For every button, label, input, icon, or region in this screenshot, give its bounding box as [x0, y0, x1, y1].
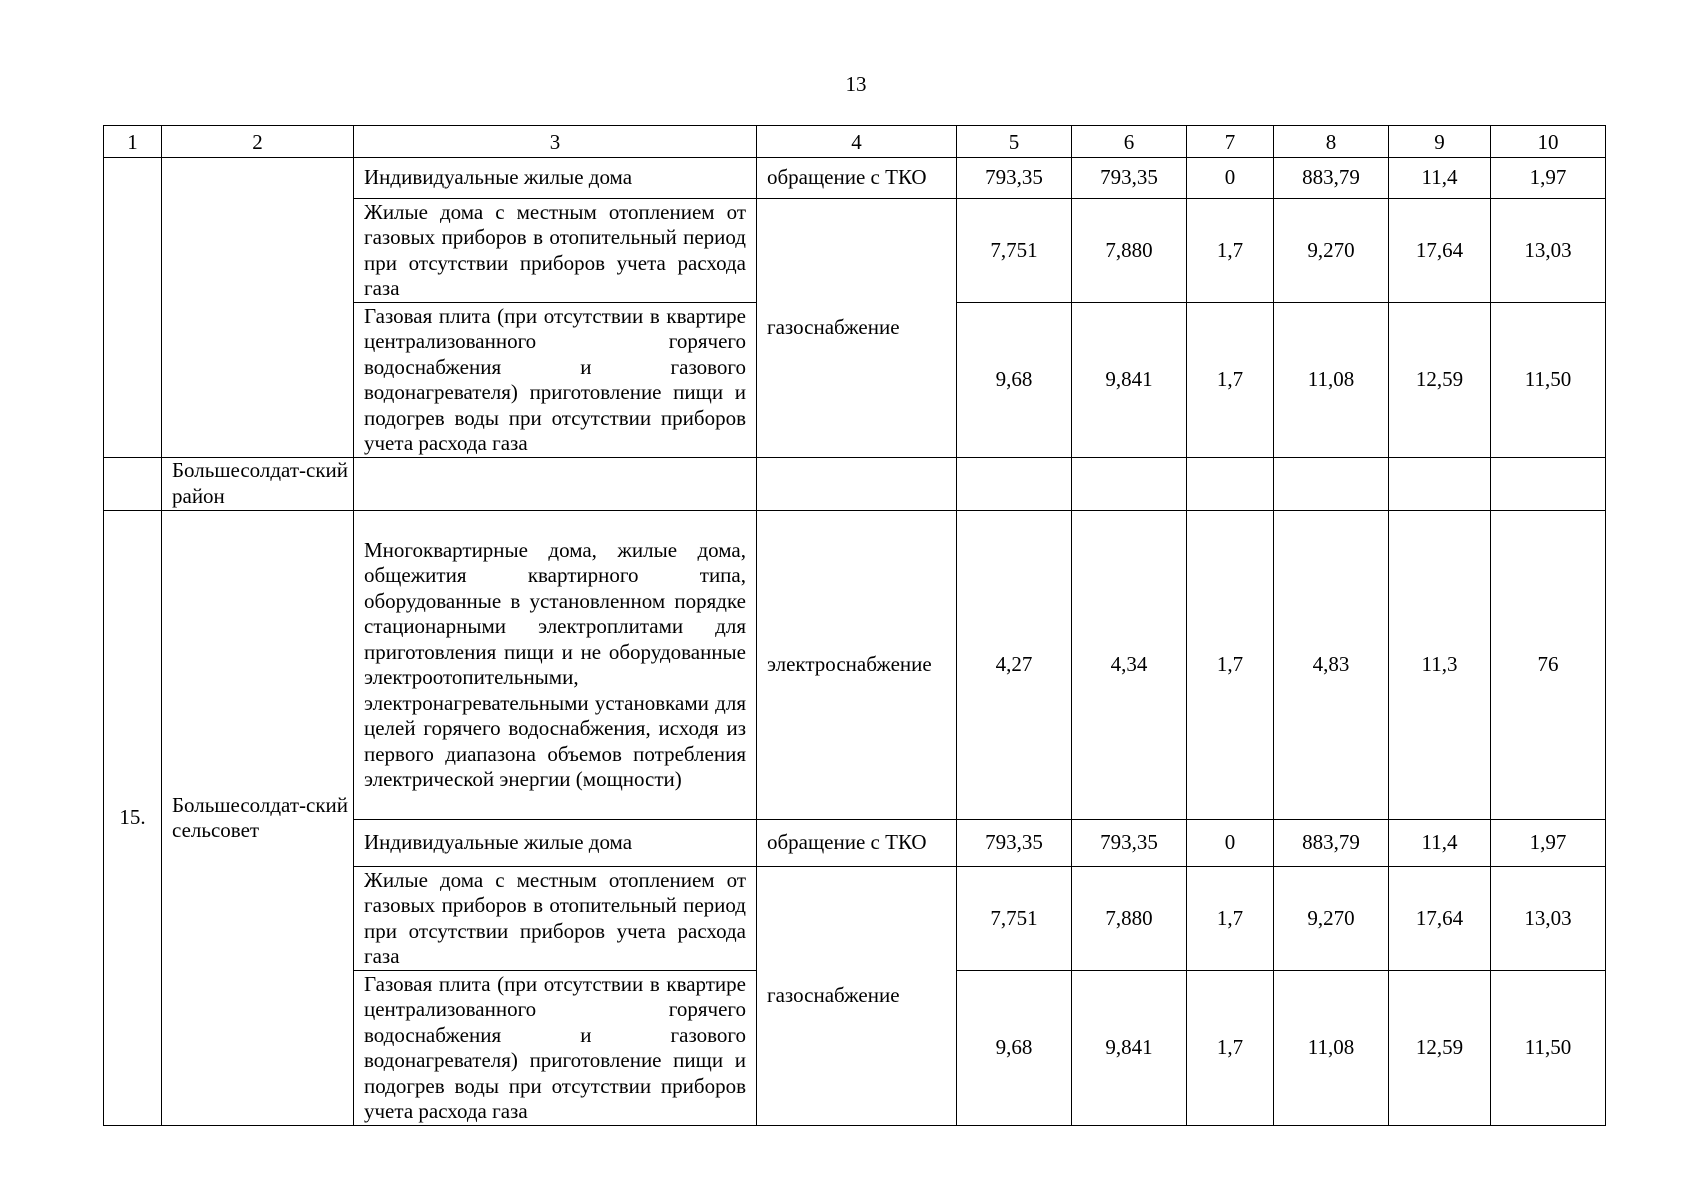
service-cell: газоснабжение	[757, 199, 957, 458]
district-row	[104, 458, 1606, 511]
value-cell: 1,7	[1187, 303, 1274, 458]
value-cell: 4,34	[1072, 511, 1187, 820]
value-cell: 11,4	[1389, 820, 1491, 867]
value-cell: 7,751	[957, 867, 1072, 971]
value-cell: 4,83	[1274, 511, 1389, 820]
service-cell: газоснабжение	[757, 867, 957, 1126]
value-cell: 1,7	[1187, 971, 1274, 1126]
header-cell: 7	[1187, 126, 1274, 158]
header-row	[104, 126, 1606, 158]
value-cell: 793,35	[957, 158, 1072, 199]
empty-cell	[354, 458, 757, 511]
header-cell: 10	[1491, 126, 1606, 158]
service-cell: электроснабжение	[757, 511, 957, 820]
empty-cell	[1274, 458, 1389, 511]
header-cell: 1	[104, 126, 162, 158]
value-cell: 0	[1187, 820, 1274, 867]
value-cell: 793,35	[1072, 820, 1187, 867]
district-name: Большесолдат-ский район	[162, 458, 354, 511]
value-cell: 7,751	[957, 199, 1072, 303]
value-cell: 13,03	[1491, 199, 1606, 303]
value-cell: 9,68	[957, 303, 1072, 458]
header-cell: 6	[1072, 126, 1187, 158]
description-cell: Жилые дома с местным отоплением от газовых приборов в отопительный период при отсутствии приборов учета расхода газа	[354, 867, 757, 971]
empty-cell	[1491, 458, 1606, 511]
value-cell: 12,59	[1389, 303, 1491, 458]
table-row	[104, 511, 1606, 820]
header-cell: 4	[757, 126, 957, 158]
tariff-table	[103, 125, 1606, 1126]
value-cell: 7,880	[1072, 199, 1187, 303]
description-cell: Индивидуальные жилые дома	[354, 820, 757, 867]
value-cell: 1,7	[1187, 511, 1274, 820]
value-cell: 11,3	[1389, 511, 1491, 820]
value-cell: 1,7	[1187, 199, 1274, 303]
value-cell: 9,841	[1072, 971, 1187, 1126]
name-cell	[162, 158, 354, 458]
value-cell: 793,35	[957, 820, 1072, 867]
settlement-name: Большесолдат-ский сельсовет	[162, 511, 354, 1126]
value-cell: 1,97	[1491, 158, 1606, 199]
description-cell: Газовая плита (при отсутствии в квартире централизованного горячего водоснабжения и газового водонагревателя) приготовление пищи и подогрев воды при отсутствии приборов учета расхода газа	[354, 303, 757, 458]
header-cell: 9	[1389, 126, 1491, 158]
value-cell: 11,50	[1491, 971, 1606, 1126]
value-cell: 0	[1187, 158, 1274, 199]
table-row	[104, 158, 1606, 199]
header-cell: 3	[354, 126, 757, 158]
value-cell: 1,7	[1187, 867, 1274, 971]
value-cell: 17,64	[1389, 199, 1491, 303]
value-cell: 76	[1491, 511, 1606, 820]
empty-cell	[1187, 458, 1274, 511]
service-cell: обращение с ТКО	[757, 820, 957, 867]
empty-cell	[1072, 458, 1187, 511]
empty-cell	[757, 458, 957, 511]
value-cell: 883,79	[1274, 158, 1389, 199]
value-cell: 9,270	[1274, 867, 1389, 971]
page-number: 13	[845, 72, 867, 96]
header-cell: 8	[1274, 126, 1389, 158]
description-cell: Газовая плита (при отсутствии в квартире централизованного горячего водоснабжения и газового водонагревателя) приготовление пищи и подогрев воды при отсутствии приборов учета расхода газа	[354, 971, 757, 1126]
value-cell: 11,4	[1389, 158, 1491, 199]
value-cell: 1,97	[1491, 820, 1606, 867]
value-cell: 7,880	[1072, 867, 1187, 971]
value-cell: 9,68	[957, 971, 1072, 1126]
value-cell: 13,03	[1491, 867, 1606, 971]
description-cell: Многоквартирные дома, жилые дома, общежития квартирного типа, оборудованные в установленном порядке стационарными электроплитами для приготовления пищи и не оборудованные электроотопительными, электронагревательными установками для целей горячего водоснабжения, исходя из первого диапазона объемов потребления электрической энергии (мощности)	[354, 511, 757, 820]
value-cell: 17,64	[1389, 867, 1491, 971]
empty-cell	[957, 458, 1072, 511]
value-cell: 11,50	[1491, 303, 1606, 458]
value-cell: 12,59	[1389, 971, 1491, 1126]
value-cell: 9,841	[1072, 303, 1187, 458]
value-cell: 4,27	[957, 511, 1072, 820]
number-cell	[104, 458, 162, 511]
service-cell: обращение с ТКО	[757, 158, 957, 199]
value-cell: 793,35	[1072, 158, 1187, 199]
value-cell: 9,270	[1274, 199, 1389, 303]
value-cell: 883,79	[1274, 820, 1389, 867]
empty-cell	[1389, 458, 1491, 511]
header-cell: 2	[162, 126, 354, 158]
description-cell: Жилые дома с местным отоплением от газовых приборов в отопительный период при отсутствии приборов учета расхода газа	[354, 199, 757, 303]
row-number: 15.	[104, 511, 162, 1126]
value-cell: 11,08	[1274, 303, 1389, 458]
number-cell	[104, 158, 162, 458]
description-cell: Индивидуальные жилые дома	[354, 158, 757, 199]
header-cell: 5	[957, 126, 1072, 158]
value-cell: 11,08	[1274, 971, 1389, 1126]
